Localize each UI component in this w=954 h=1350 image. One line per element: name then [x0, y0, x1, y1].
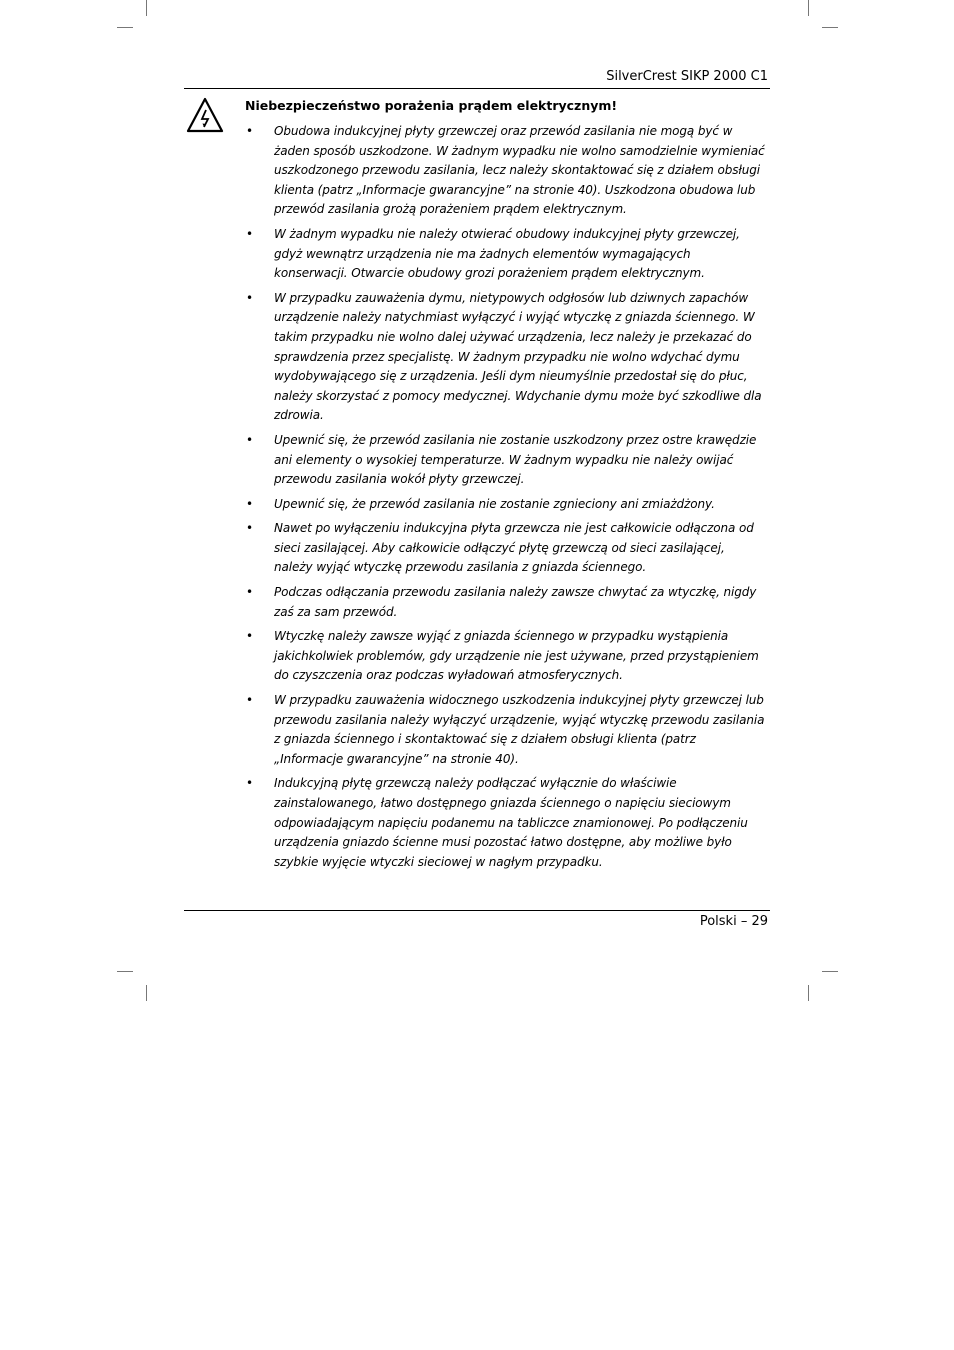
list-item-text: Upewnić się, że przewód zasilania nie zostanie uszkodzony przez ostre krawędzie ani elementy o wysokiej temperaturze. W żadnym wypadku nie należy owijać przewodu zasilania wokół płyty grzewczej. [274, 432, 757, 487]
bullet-marker: • [246, 521, 253, 536]
bullet-marker: • [246, 776, 253, 791]
crop-mark [146, 0, 147, 16]
list-item [245, 431, 765, 490]
list-item [245, 691, 765, 769]
bullet-marker: • [246, 226, 253, 241]
list-item-text: Obudowa indukcyjnej płyty grzewczej oraz przewód zasilania nie mogą być w żaden sposób uszkodzone. W żadnym wypadku nie wolno samodzielnie wymieniać uszkodzonego przewodu zasilania, lecz należy skontaktować się z działem obsługi klienta (patrz „Informacje gwarancyjne” na stronie 40). Uszkodzona obudowa lub przewód zasilania grożą porażeniem prądem elektrycznym. [274, 124, 765, 217]
crop-mark [822, 27, 838, 28]
bullet-marker: • [246, 290, 253, 305]
bullet-marker: • [246, 496, 253, 511]
warning-heading: Niebezpieczeństwo porażenia prądem elektrycznym! [245, 98, 618, 113]
document-header-title: SilverCrest SIKP 2000 C1 [606, 69, 768, 84]
list-item [245, 122, 765, 220]
list-item [245, 495, 765, 515]
list-item [245, 519, 765, 578]
list-item [245, 583, 765, 622]
bullet-marker: • [246, 585, 253, 600]
crop-mark [822, 971, 838, 972]
footer-rule [184, 910, 770, 911]
list-item-text: Wtyczkę należy zawsze wyjąć z gniazda ściennego w przypadku wystąpienia jakichkolwiek problemów, gdy urządzenie nie jest używane, przed przystąpieniem do czyszczenia oraz podczas wyładowań atmosferycznych. [274, 629, 759, 683]
list-item [245, 289, 765, 426]
high-voltage-warning-icon [186, 97, 224, 133]
header-rule [184, 88, 770, 89]
list-item [245, 627, 765, 686]
list-item-text: Podczas odłączania przewodu zasilania należy zawsze chwytać za wtyczkę, nigdy zaś za sam przewód. [274, 585, 757, 619]
list-item-text: W przypadku zauważenia dymu, nietypowych odgłosów lub dziwnych zapachów urządzenie należy natychmiast wyłączyć i wyjąć wtyczkę z gniazda ściennego. W takim przypadku nie wolno dalej używać urządzenia, lecz należy je przekazać do sprawdzenia przez specjalistę. W żadnym przypadku nie wolno wdychać dymu wydobywającego się z urządzenia. Jeśli dym nieumyślnie przedostał się do płuc, należy skorzystać z pomocy medycznej. Wdychanie dymu może być szkodliwe dla zdrowia. [274, 290, 762, 423]
page-number: Polski – 29 [699, 914, 768, 929]
crop-mark [117, 27, 133, 28]
crop-mark [808, 985, 809, 1001]
bullet-marker: • [246, 693, 253, 708]
list-item-text: W żadnym wypadku nie należy otwierać obudowy indukcyjnej płyty grzewczej, gdyż wewnątrz urządzenia nie ma żadnych elementów wymagających konserwacji. Otwarcie obudowy grozi porażeniem prądem elektrycznym. [274, 226, 740, 281]
crop-mark [146, 985, 147, 1001]
list-item-text: W przypadku zauważenia widocznego uszkodzenia indukcyjnej płyty grzewczej lub przewodu zasilania należy wyłączyć urządzenie, wyjąć wtyczkę przewodu zasilania z gniazda ściennego i skontaktować się z działem obsługi klienta (patrz „Informacje gwarancyjne” na stronie 40). [274, 693, 765, 766]
list-item [245, 774, 765, 872]
bullet-marker: • [246, 629, 253, 644]
crop-mark [808, 0, 809, 16]
warning-section [245, 96, 765, 877]
list-item-text: Nawet po wyłączeniu indukcyjna płyta grzewcza nie jest całkowicie odłączona od sieci zasilającej. Aby całkowicie odłączyć płytę grzewczą od sieci zasilającej, należy wyjąć wtyczkę przewodu zasilania z gniazda ściennego. [274, 521, 754, 575]
list-item [245, 225, 765, 284]
list-item-text: Indukcyjną płytę grzewczą należy podłączać wyłącznie do właściwie zainstalowanego, łatwo dostępnego gniazda ściennego o napięciu sieciowym odpowiadającym napięciu podanemu na tabliczce znamionowej. Po podłączeniu urządzenia gniazdo ścienne musi pozostać łatwo dostępne, aby możliwe było szybkie wyjęcie wtyczki sieciowej w nagłym przypadku. [274, 776, 748, 869]
bullet-marker: • [246, 124, 253, 138]
list-item-text: Upewnić się, że przewód zasilania nie zostanie zgnieciony ani zmiażdżony. [274, 496, 715, 511]
crop-mark [117, 971, 133, 972]
bullet-marker: • [246, 432, 253, 447]
warning-list [245, 122, 765, 872]
